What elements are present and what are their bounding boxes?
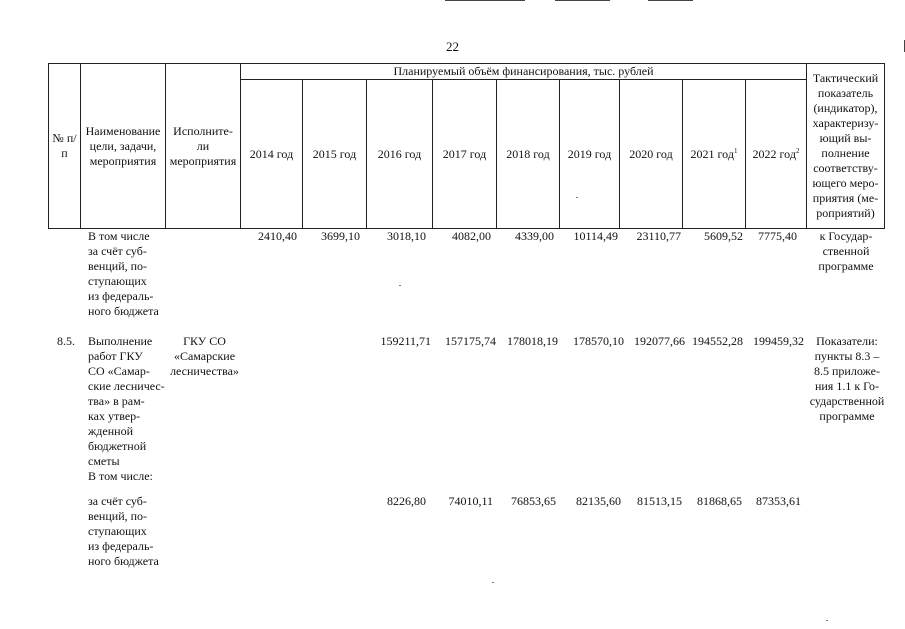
- row1-indicator: к Государ- ственной программе: [818, 229, 874, 273]
- row1-value-2015: 3699,10: [321, 229, 360, 243]
- header-year-2017: 2017 год: [433, 80, 497, 229]
- row1-value-2017: 4082,00: [452, 229, 491, 243]
- footnote-2: 2: [795, 146, 800, 155]
- row3-value-2020: 81513,15: [637, 494, 682, 508]
- row2-value-2021: 194552,28: [692, 334, 743, 348]
- scan-artifact: [555, 0, 610, 1]
- header-year-2018: 2018 год: [497, 80, 560, 229]
- scan-artifact: [445, 0, 525, 1]
- scan-speck: [576, 197, 578, 198]
- row3-name: за счёт суб- венций, по- ступающих из федераль- ного бюджета: [88, 494, 159, 568]
- row1-value-2021: 5609,52: [704, 229, 743, 243]
- header-year-2022: 2022 год$^2$: [746, 80, 807, 229]
- scan-speck: [826, 620, 828, 621]
- header-year-2020: 2020 год: [620, 80, 683, 229]
- row2-executor: ГКУ СО «Самарские лесничества»: [170, 334, 239, 378]
- row1-value-2020: 23110,77: [636, 229, 681, 243]
- row1-value-2019: 10114,49: [573, 229, 618, 243]
- row2-value-2017: 157175,74: [445, 334, 496, 348]
- row1-value-2016: 3018,10: [387, 229, 426, 243]
- header-table: [48, 63, 885, 229]
- header-num: № п/п: [49, 64, 81, 229]
- header-year-2015: 2015 год: [303, 80, 367, 229]
- row2-indicator: Показатели: пункты 8.3 – 8.5 приложе- ния 1.1 к Го- сударственной программе: [809, 334, 885, 423]
- row3-value-2016: 8226,80: [387, 494, 426, 508]
- row3-value-2017: 74010,11: [448, 494, 493, 508]
- row3-value-2019: 82135,60: [576, 494, 621, 508]
- row3-value-2022: 87353,61: [756, 494, 801, 508]
- scan-speck: [492, 582, 494, 583]
- footnote-1: 1: [733, 146, 738, 155]
- row2-value-2018: 178018,19: [507, 334, 558, 348]
- row2-value-2016: 159211,71: [380, 334, 431, 348]
- header-year-2014: 2014 год: [241, 80, 303, 229]
- row2-value-2022: 199459,32: [753, 334, 804, 348]
- row3-value-2018: 76853,65: [511, 494, 556, 508]
- row1-name: В том числе за счёт суб- венций, по- ступающих из федераль- ного бюджета: [88, 229, 159, 318]
- row1-value-2018: 4339,00: [515, 229, 554, 243]
- header-executor: Исполните-ли мероприятия: [166, 64, 241, 229]
- header-name: Наименование цели, задачи, мероприятия: [81, 64, 166, 229]
- row2-name: Выполнение работ ГКУ СО «Самар- ские лесничес- тва» в рам- ках утвер- жденной бюджетной сметы В том числе:: [88, 334, 165, 483]
- header-year-2019: 2019 год: [560, 80, 620, 229]
- header-funding-group: Планируемый объём финансирования, тыс. рублей: [241, 64, 807, 80]
- row2-num: 8.5.: [57, 334, 75, 348]
- row3-value-2021: 81868,65: [697, 494, 742, 508]
- scan-speck: [399, 285, 401, 286]
- page-number: 22: [446, 39, 459, 54]
- header-year-2021: 2021 год$^1$: [683, 80, 746, 229]
- header-indicator: Тактический показатель (индикатор), характеризу-ющий вы-полнение соответству-ющего меро-приятия (ме-роприятий): [807, 64, 885, 229]
- row2-value-2020: 192077,66: [634, 334, 685, 348]
- header-year-2016: 2016 год: [367, 80, 433, 229]
- row1-value-2022: 7775,40: [758, 229, 797, 243]
- row1-value-2014: 2410,40: [258, 229, 297, 243]
- scan-artifact: [648, 0, 693, 1]
- row2-value-2019: 178570,10: [573, 334, 624, 348]
